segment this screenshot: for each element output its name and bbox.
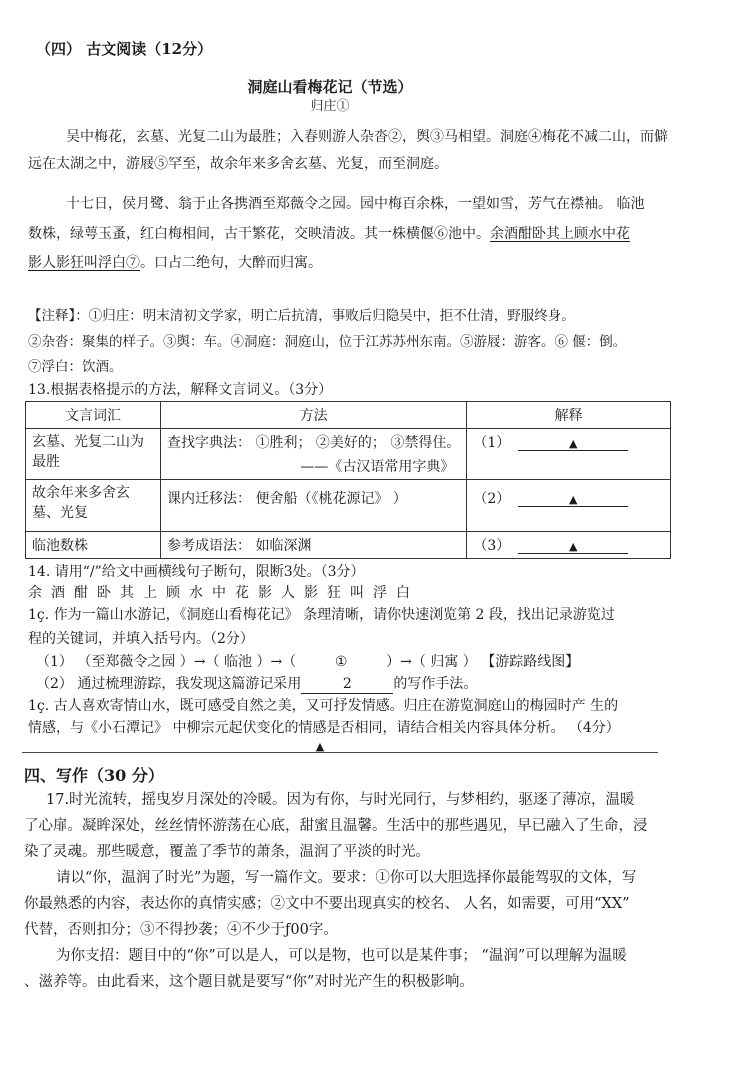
underlined-sentence-part2: 影人影狂叫浮白⑦: [28, 255, 140, 271]
passage-title: 洞庭山看梅花记（节选）: [247, 78, 413, 96]
method-text: 查找字典法： ①胜利； ②美好的； ③禁得住。: [167, 435, 461, 451]
passage-p2-line2: [28, 225, 630, 243]
passage-author: 归庄①: [310, 99, 350, 114]
passage-p2-line3: [28, 254, 322, 272]
q13-table: [25, 401, 671, 559]
method-suffix: 的写作手法。: [393, 676, 478, 692]
method-prefix: （2） 通过梳理游踪，我发现这篇游记采用: [36, 676, 302, 692]
writing-p3-line1: 为你支招：题目中的“你”可以是人，可以是物，也可以是某件事； “温润”可以理解为温暖: [56, 948, 627, 964]
q15-stem-line2: 程的关键词，并填入括号内。（2分）: [28, 631, 254, 647]
passage-p1-line2: 远在太湖之中，游屐⑤罕至，故余年来多舍玄墓、光复，而至洞庭。: [28, 156, 448, 172]
word-cell: 玄墓、光复二山为最胜: [26, 429, 161, 480]
passage-p1-line1: 吴中梅花，玄墓、光复二山为最胜；入春则游人杂沓②，舆③马相望。洞庭④梅花不减二山，而僻: [66, 129, 668, 145]
notes-line2: ②杂沓：聚集的样子。③舆：车。④洞庭：洞庭山，位于江苏苏州东南。⑤游屐：游客。⑥ 偃：倒。: [28, 334, 627, 350]
q14-stem: 14. 请用“/”给文中画横线句子断句，限断3处。（3分）: [28, 564, 365, 580]
section-heading: （四） 古文阅读（12分）: [36, 40, 213, 58]
table-header: 文言词汇: [26, 402, 161, 429]
method-cell: [161, 480, 467, 532]
writing-p2-line3: 代替，否则扣分；③不得抄袭；④不少于ƒ00字。: [24, 922, 338, 938]
table-header: 解释: [467, 402, 671, 429]
q13-stem: 13.根据表格提示的方法，解释文言词义。（3分）: [28, 382, 333, 398]
method-text: 课内迁移法： 便舍船（《桃花源记》 ）: [167, 491, 407, 507]
answer-blank[interactable]: ▲: [518, 437, 628, 451]
writing-p2-line2: 你最熟悉的内容，表达你的真情实感；②文中不要出现真实的校名、 人名，如需要，可用“XX”: [24, 896, 630, 912]
table-header: 方法: [161, 402, 467, 429]
answer-marker: ▲: [315, 740, 325, 753]
route-blank[interactable]: ①: [334, 654, 348, 670]
method-cell: [161, 532, 467, 559]
answer-cell: [467, 532, 671, 559]
passage-text: 数株，绿萼玉蚤，红白梅相间，古干繁花，交映清波。其一株横偃⑥池中。: [28, 226, 490, 242]
q15-method: [36, 675, 477, 694]
answer-number: （3）: [473, 538, 511, 554]
table-row: [26, 532, 671, 559]
notes-line3: ⑦浮白：饮酒。: [28, 359, 123, 375]
route-suffix: ）→（ 归寓 ） 【游踪路线图】: [386, 654, 580, 670]
answer-number: （1）: [473, 435, 511, 451]
passage-p2-line1: 十七日，侯月鹭、翁于止各携酒至郑薇令之园。园中梅百余株，一望如雪，芳气在襟袖。 临池: [66, 196, 645, 212]
method-cell: [161, 429, 467, 480]
answer-cell: [467, 429, 671, 480]
answer-line[interactable]: [22, 752, 658, 753]
writing-p1-line1: 17.时光流转，摇曳岁月深处的冷暖。因为有你，与时光同行，与梦相约，驱逐了薄凉，温暖: [46, 792, 635, 808]
method-text: 参考成语法： 如临深渊: [167, 538, 312, 554]
q14-sentence[interactable]: 余酒酣卧其上顾水中花影人影狂叫浮白: [28, 585, 419, 601]
writing-heading: 四、写作（30 分）: [24, 766, 164, 785]
method-source: ——《古汉语常用字典》: [300, 459, 455, 475]
table-row: [26, 429, 671, 480]
passage-text: 。口占二绝句，大醉而归寓。: [140, 255, 322, 271]
writing-p1-line2: 了心扉。凝眸深处，丝丝情怀游荡在心底，甜蜜且温馨。生活中的那些遇见，早已融入了生命，浸: [24, 818, 648, 834]
word-cell: 故余年来多舍玄墓、光复: [26, 480, 161, 532]
answer-blank[interactable]: ▲: [518, 540, 628, 554]
writing-p1-line3: 染了灵魂。那些暖意，覆盖了季节的萧条，温润了平淡的时光。: [24, 844, 430, 860]
q16-stem-line2: 情感，与《小石潭记》 中柳宗元起伏变化的情感是否相同，请结合相关内容具体分析。 （4分）: [28, 720, 620, 736]
answer-cell: [467, 480, 671, 532]
writing-p3-line2: 、滋养等。由此看来，这个题目就是要写“你”对时光产生的积极影响。: [24, 974, 474, 990]
answer-blank[interactable]: ▲: [518, 493, 628, 507]
answer-number: （2）: [473, 491, 511, 507]
q15-route: [36, 653, 579, 671]
q15-stem-line1: 1ç. 作为一篇山水游记，《洞庭山看梅花记》 条理清晰，请你快速浏览第 2 段，找出记录游览过: [28, 607, 615, 623]
underlined-sentence-part1: 余酒酣卧其上顾水中花: [490, 226, 630, 242]
method-blank[interactable]: 2: [301, 675, 393, 694]
q16-stem-line1: 1ç. 古人喜欢寄情山水，既可感受自然之美，又可抒发情感。归庄在游览洞庭山的梅园时产 生的: [28, 698, 619, 714]
word-cell: 临池数株: [26, 532, 161, 559]
table-row: [26, 480, 671, 532]
notes-line1: 【注释】：①归庄：明末清初文学家，明亡后抗清，事败后归隐吴中，拒不仕清，野服终身。: [28, 308, 575, 324]
route-prefix: （1） （至郑薇令之园 ）→（ 临池 ）→（: [36, 654, 297, 670]
table-header-row: [26, 402, 671, 429]
writing-p2-line1: 请以“你，温润了时光”为题，写一篇作文。要求：①你可以大胆选择你最能驾驭的文体，写: [56, 870, 637, 886]
